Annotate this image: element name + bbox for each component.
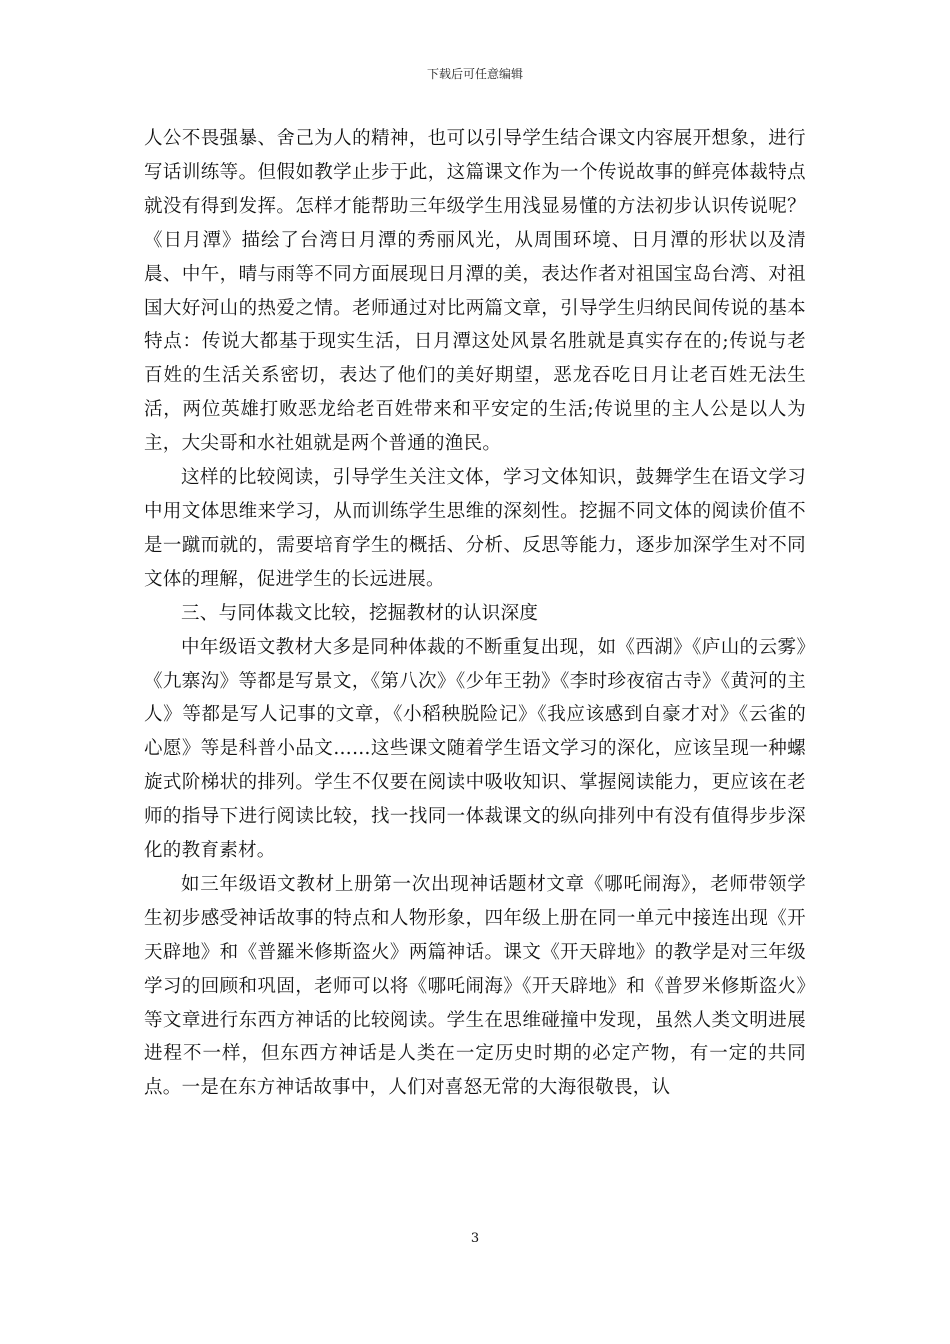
page-number: 3 xyxy=(470,1231,480,1246)
paragraph: 中年级语文教材大多是同种体裁的不断重复出现，如《西湖》《庐山的云雾》《九寨沟》等都是写景文，《第八次》《少年王勃》《李时珍夜宿古寺》《黄河的主人》等都是写人记事的文章，《小稻秧脱险记》《我应该感到自豪才对》《云雀的心愿》等是科普小品文……这些课文随着学生语文学习的深化，应该呈现一种螺旋式阶梯状的排列。学生不仅要在阅读中吸收知识、掌握阅读能力，更应该在老师的指导下进行阅读比较，找一找同一体裁课文的纵向排列中有没有值得步步深化的教育素材。 xyxy=(144,636,806,862)
paragraph-continuation: 人公不畏强暴、舍己为人的精神，也可以引导学生结合课文内容展开想象，进行写话训练等。但假如教学止步于此，这篇课文作为一个传说故事的鲜亮体裁特点就没有得到发挥。怎样才能帮助三年级学生用浅显易懂的方法初步认识传说呢？《日月潭》描绘了台湾日月潭的秀丽风光，从周围环境、日月潭的形状以及清晨、中午，晴与雨等不同方面展现日月潭的美，表达作者对祖国宝岛台湾、对祖国大好河山的热爱之情。老师通过对比两篇文章，引导学生归纳民间传说的基本特点：传说大都基于现实生活，日月潭这处风景名胜就是真实存在的;传说与老百姓的生活关系密切，表达了他们的美好期望，恶龙吞吃日月让老百姓无法生活，两位英雄打败恶龙给老百姓带来和平安定的生活;传说里的主人公是以人为主，大尖哥和水社姐就是两个普通的渔民。 xyxy=(144,128,806,455)
body-text xyxy=(144,122,806,1105)
paragraph: 这样的比较阅读，引导学生关注文体，学习文体知识，鼓舞学生在语文学习中用文体思维来学习，从而训练学生思维的深刻性。挖掘不同文体的阅读价值不是一蹴而就的，需要培育学生的概括、分析、反思等能力，逐步加深学生对不同文体的理解，促进学生的长远进展。 xyxy=(144,467,806,590)
paragraph: 如三年级语文教材上册第一次出现神话题材文章《哪吒闹海》，老师带领学生初步感受神话故事的特点和人物形象，四年级上册在同一单元中接连出现《开天辟地》和《普羅米修斯盗火》两篇神话。课文《开天辟地》的教学是对三年级学习的回顾和巩固，老师可以将《哪吒闹海》《开天辟地》和《普罗米修斯盗火》等文章进行东西方神话的比较阅读。学生在思维碰撞中发现，虽然人类文明进展进程不一样，但东西方神话是人类在一定历史时期的必定产物，有一定的共同点。一是在东方神话故事中，人们对喜怒无常的大海很敬畏，认 xyxy=(144,873,806,1099)
section-heading: 三、与同体裁文比较，挖掘教材的认识深度 xyxy=(181,602,539,624)
page-header: 下载后可任意编辑 xyxy=(426,67,523,81)
